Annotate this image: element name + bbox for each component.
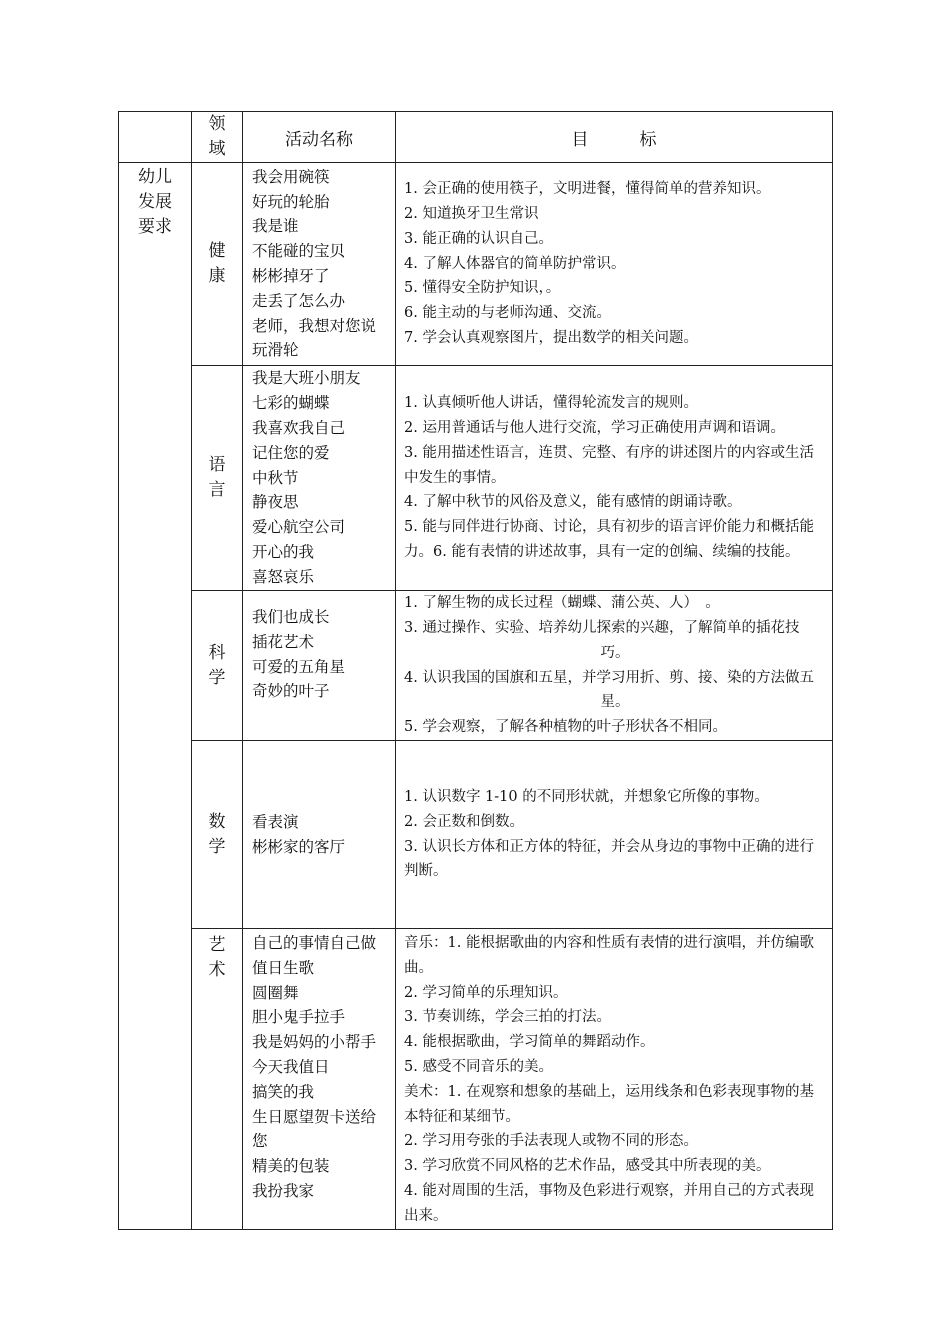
goal-item: 5. 懂得安全防护知识，。 — [404, 280, 561, 297]
goal-item: 5. 能与同伴进行协商、讨论，具有初步的语言评价能力和概括能力。6. 能有表情的讲述故事，具有一定的创编、续编的技能。 — [404, 519, 814, 560]
activity-item: 开心的我 — [252, 542, 315, 561]
activity-item: 不能碰的宝贝 — [252, 242, 346, 261]
goal-item: 1. 认识数字 1-10 的不同形状就，并想象它所像的事物。 — [404, 788, 769, 805]
goal-item: 1. 了解生物的成长过程（蝴蝶、蒲公英、人） 。 — [404, 595, 720, 612]
goal-item: 1. 认真倾听他人讲话，懂得轮流发言的规则。 — [404, 395, 698, 412]
activity-item: 我是妈妈的小帮手 — [252, 1033, 377, 1052]
activity-item: 中秋节 — [252, 468, 299, 487]
activity-item: 今天我值日 — [252, 1057, 330, 1076]
goal-item: 巧。 — [600, 644, 630, 661]
area-char: 学 — [208, 667, 226, 688]
goals-health — [396, 163, 833, 366]
header-area-char: 领 — [208, 114, 226, 134]
activity-item: 爱心航空公司 — [252, 518, 346, 537]
row-math — [119, 741, 833, 929]
activity-item: 我会用碗筷 — [252, 167, 330, 186]
row-language — [119, 366, 833, 591]
area-health — [192, 163, 243, 366]
header-blank-cell — [119, 112, 192, 163]
goal-item: 1. 会正确的使用筷子，文明进餐，懂得简单的营养知识。 — [404, 181, 771, 198]
goal-item: 4. 能根据歌曲，学习简单的舞蹈动作。 — [404, 1034, 655, 1051]
activity-item: 值日生歌 — [252, 958, 315, 977]
goals-science — [396, 591, 833, 741]
activity-item: 奇妙的叶子 — [252, 682, 330, 701]
area-char: 艺 — [208, 935, 226, 955]
goal-item: 2. 学习用夸张的手法表现人或物不同的形态。 — [404, 1133, 698, 1150]
goal-item: 星。 — [600, 694, 630, 711]
goal-item: 3. 节奏训练，学会三拍的打法。 — [404, 1009, 611, 1026]
activity-item: 玩滑轮 — [252, 341, 299, 360]
goal-item: 3. 认识长方体和正方体的特征，并会从身边的事物中正确的进行判断。 — [404, 838, 814, 880]
activity-item: 喜怒哀乐 — [252, 567, 315, 586]
activity-item: 我喜欢我自己 — [252, 419, 346, 437]
activity-item: 记住您的爱 — [252, 443, 330, 462]
dev-label-line: 幼儿 — [138, 167, 172, 187]
area-math — [192, 741, 243, 929]
header-area-char: 域 — [208, 139, 226, 159]
activities-science — [243, 591, 396, 741]
goal-item: 3. 能正确的认识自己。 — [404, 230, 553, 247]
area-char: 科 — [208, 642, 226, 663]
goal-item: 5. 学会观察，了解各种植物的叶子形状各不相同。 — [404, 719, 727, 736]
header-goal: 目 标 — [396, 112, 833, 163]
curriculum-table — [118, 111, 833, 1230]
activity-item: 彬彬家的客厅 — [252, 837, 346, 856]
goal-item: 3. 能用描述性语言，连贯、完整、有序的讲述图片的内容或生活中发生的事情。 — [404, 444, 814, 486]
activities-art — [243, 929, 396, 1230]
activity-item: 走丢了怎么办 — [252, 291, 346, 310]
goal-item: 音乐：1. 能根据歌曲的内容和性质有表情的进行演唱，并仿编歌曲。 — [404, 935, 814, 976]
goal-item: 3. 通过操作、实验、培养幼儿探索的兴趣，了解简单的插花技 — [404, 619, 800, 636]
activity-item: 我是大班小朋友 — [252, 369, 361, 388]
goal-item: 美术：1. 在观察和想象的基础上，运用线条和色彩表现事物的基本特征和某细节。 — [404, 1083, 814, 1125]
area-char: 言 — [208, 480, 226, 500]
area-char: 康 — [208, 266, 226, 286]
activities-health — [243, 163, 396, 366]
area-char: 学 — [208, 836, 226, 857]
dev-label-line: 要求 — [138, 217, 172, 237]
activity-item: 七彩的蝴蝶 — [252, 394, 330, 413]
goal-item: 6. 能主动的与老师沟通、交流。 — [404, 305, 611, 322]
goal-item: 4. 认识我国的国旗和五星，并学习用折、剪、接、染的方法做五 — [404, 669, 814, 686]
dev-requirements-label — [119, 163, 192, 1230]
goal-item: 4. 能对周围的生活，事物及色彩进行观察，并用自己的方式表现出来。 — [404, 1182, 814, 1224]
activity-item: 彬彬掉牙了 — [252, 267, 330, 285]
goal-item: 3. 学习欣赏不同风格的艺术作品，感受其中所表现的美。 — [404, 1158, 771, 1175]
goal-item: 5. 感受不同音乐的美。 — [404, 1058, 553, 1075]
activity-item: 圆圈舞 — [252, 983, 299, 1002]
activity-item: 胆小鬼手拉手 — [252, 1008, 346, 1027]
activity-item: 插花艺术 — [252, 632, 315, 651]
header-row — [119, 112, 833, 163]
header-activity: 活动名称 — [243, 112, 396, 163]
activity-item: 我是谁 — [252, 217, 299, 236]
activities-math — [243, 741, 396, 929]
activity-item: 搞笑的我 — [252, 1082, 315, 1101]
area-art — [192, 929, 243, 1230]
activity-item: 您 — [252, 1132, 268, 1151]
goal-item: 4. 了解人体器官的简单防护常识。 — [404, 255, 626, 272]
area-language — [192, 366, 243, 591]
activity-item: 好玩的轮胎 — [252, 192, 330, 211]
area-char: 健 — [208, 241, 226, 261]
row-health — [119, 163, 833, 366]
activity-item: 我们也成长 — [252, 608, 330, 626]
dev-label-line: 发展 — [138, 192, 172, 212]
area-char: 术 — [208, 960, 226, 980]
goal-item: 2. 学习简单的乐理知识。 — [404, 984, 568, 1001]
goals-language — [396, 366, 833, 591]
goal-item: 7. 学会认真观察图片，提出数学的相关问题。 — [404, 329, 698, 346]
header-area — [192, 112, 243, 163]
activity-item: 静夜思 — [252, 493, 299, 512]
activity-item: 看表演 — [252, 812, 299, 831]
goal-item: 2. 知道换牙卫生常识 — [404, 206, 539, 222]
goal-item: 4. 了解中秋节的风俗及意义，能有感情的朗诵诗歌。 — [404, 494, 742, 511]
row-science — [119, 591, 833, 741]
activity-item: 自己的事情自己做 — [252, 934, 377, 952]
activities-language — [243, 366, 396, 591]
row-art — [119, 929, 833, 1230]
activity-item: 我扮我家 — [252, 1181, 315, 1200]
activity-item: 生日愿望贺卡送给 — [252, 1107, 377, 1126]
goals-math — [396, 741, 833, 929]
area-char: 数 — [208, 811, 226, 832]
activity-item: 精美的包装 — [252, 1157, 330, 1176]
area-char: 语 — [208, 455, 226, 475]
activity-item: 老师，我想对您说 — [252, 316, 377, 335]
area-science — [192, 591, 243, 741]
goal-item: 2. 运用普通话与他人进行交流，学习正确使用声调和语调。 — [404, 420, 785, 436]
activity-item: 可爱的五角星 — [252, 657, 346, 676]
goals-art — [396, 929, 833, 1230]
goal-item: 2. 会正数和倒数。 — [404, 813, 524, 830]
